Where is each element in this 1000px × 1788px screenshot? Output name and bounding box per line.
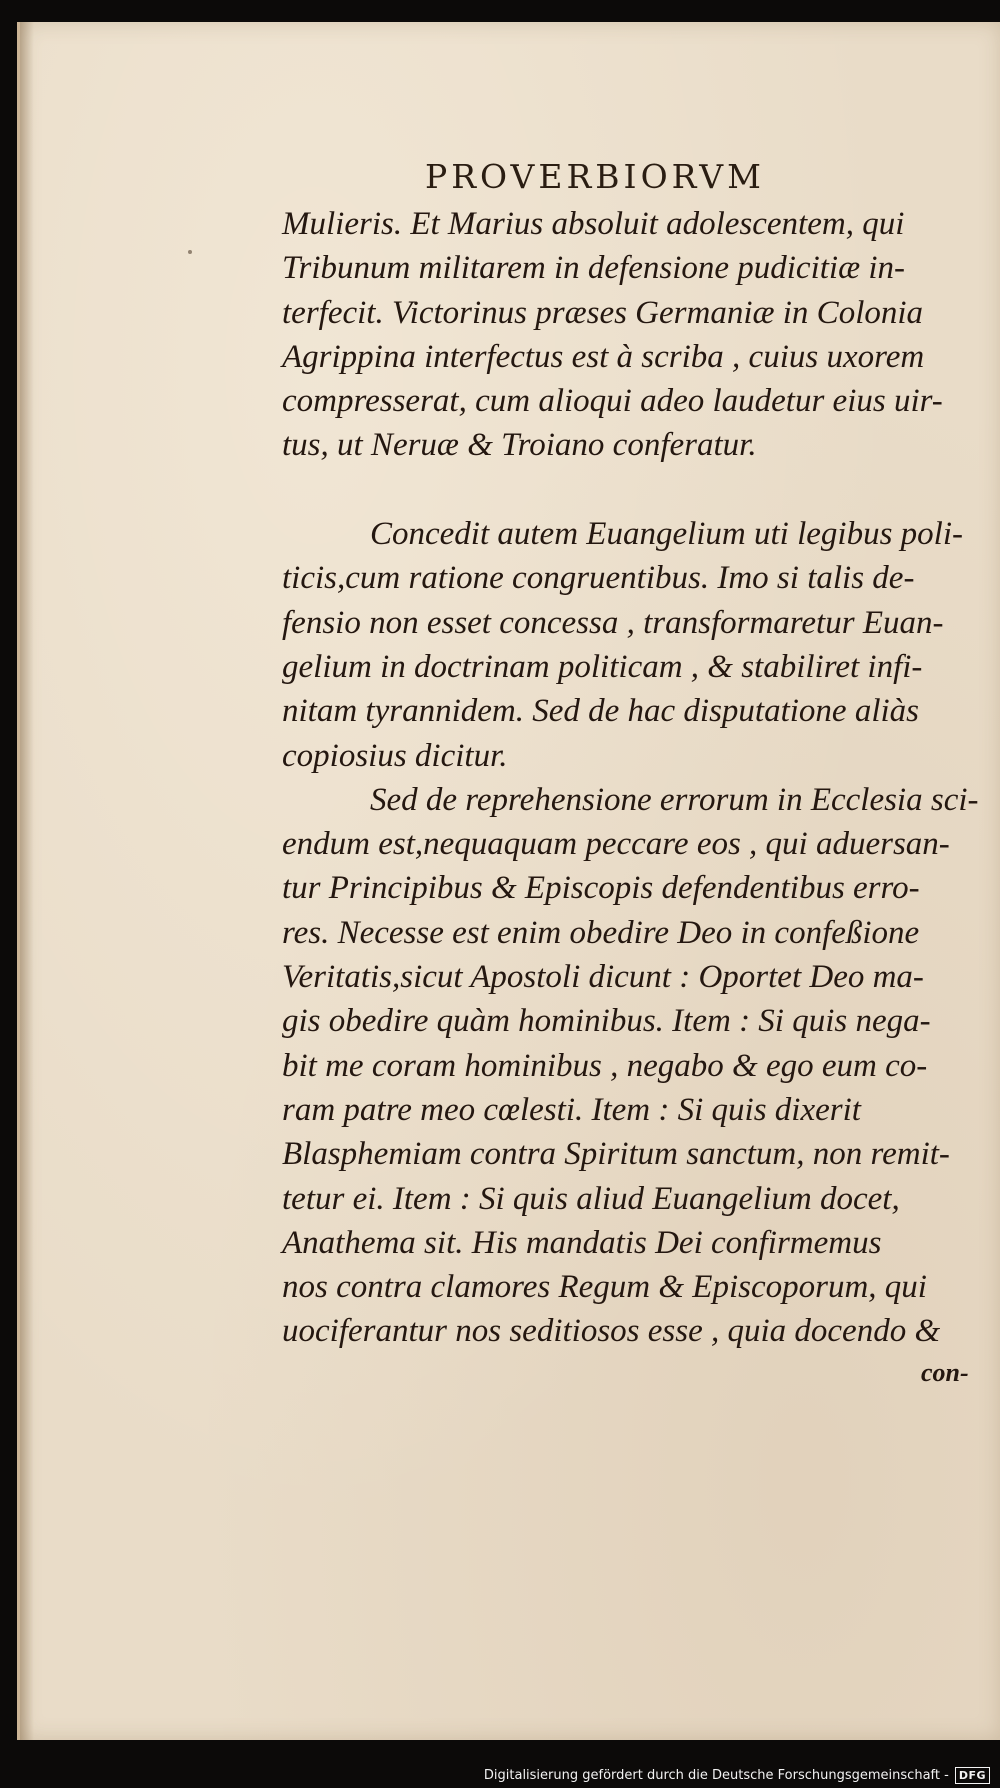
text-line: tus, ut Neruæ & Troiano conferatur. xyxy=(282,427,757,464)
text-line: bit me coram hominibus , negabo & ego eum co- xyxy=(282,1047,928,1084)
text-line: gis obedire quàm hominibus. Item : Si quis nega- xyxy=(282,1003,931,1040)
text-line: endum est,nequaquam peccare eos , qui aduersan- xyxy=(282,826,950,863)
text-line: tetur ei. Item : Si quis aliud Euangelium docet, xyxy=(282,1180,900,1217)
text-line: nitam tyrannidem. Sed de hac disputatione aliàs xyxy=(282,693,920,730)
text-line: ticis,cum ratione congruentibus. Imo si talis de- xyxy=(282,560,915,597)
text-line: compresserat, cum alioqui adeo laudetur eius uir- xyxy=(282,383,943,420)
body-text xyxy=(282,202,1000,1354)
text-line: Sed de reprehensione errorum in Ecclesia sci- xyxy=(370,781,979,818)
digitization-footer xyxy=(0,1762,1000,1788)
running-head: PROVERBIORVM xyxy=(425,157,765,196)
text-line: copiosius dicitur. xyxy=(282,737,508,774)
text-line: fensio non esset concessa , transformaretur Euan- xyxy=(282,604,944,641)
text-line: Tribunum militarem in defensione pudicitiæ in- xyxy=(282,250,906,287)
text-line: Anathema sit. His mandatis Dei confirmemus xyxy=(282,1224,882,1261)
paragraph-gap xyxy=(282,468,1000,512)
text-line: tur Principibus & Episcopis defendentibus erro- xyxy=(282,870,920,907)
text-line: gelium in doctrinam politicam , & stabiliret infi- xyxy=(282,648,923,685)
text-line: res. Necesse est enim obedire Deo in confeßione xyxy=(282,914,920,951)
text-line: Blasphemiam contra Spiritum sanctum, non remit- xyxy=(282,1136,950,1173)
text-line: Mulieris. Et Marius absoluit adolescentem, qui xyxy=(282,206,905,242)
dfg-logo: DFG xyxy=(955,1767,990,1784)
text-line: Agrippina interfectus est à scriba , cuius uxorem xyxy=(282,338,925,375)
ink-speck xyxy=(188,250,192,254)
text-line: Veritatis,sicut Apostoli dicunt : Oportet Deo ma- xyxy=(282,959,924,996)
book-page xyxy=(17,22,1000,1740)
text-line: uociferantur nos seditiosos esse , quia docendo & xyxy=(282,1313,941,1350)
footer-credit: Digitalisierung gefördert durch die Deutsche Forschungsgemeinschaft - xyxy=(483,1767,949,1783)
text-line: Concedit autem Euangelium uti legibus poli- xyxy=(370,516,964,553)
text-line: ram patre meo cœlesti. Item : Si quis dixerit xyxy=(282,1091,861,1128)
page-edge-shadow xyxy=(20,22,34,1740)
text-line: terfecit. Victorinus præses Germaniæ in Colonia xyxy=(282,294,924,331)
catchword: con- xyxy=(921,1358,969,1387)
text-line: nos contra clamores Regum & Episcoporum, qui xyxy=(282,1269,927,1306)
